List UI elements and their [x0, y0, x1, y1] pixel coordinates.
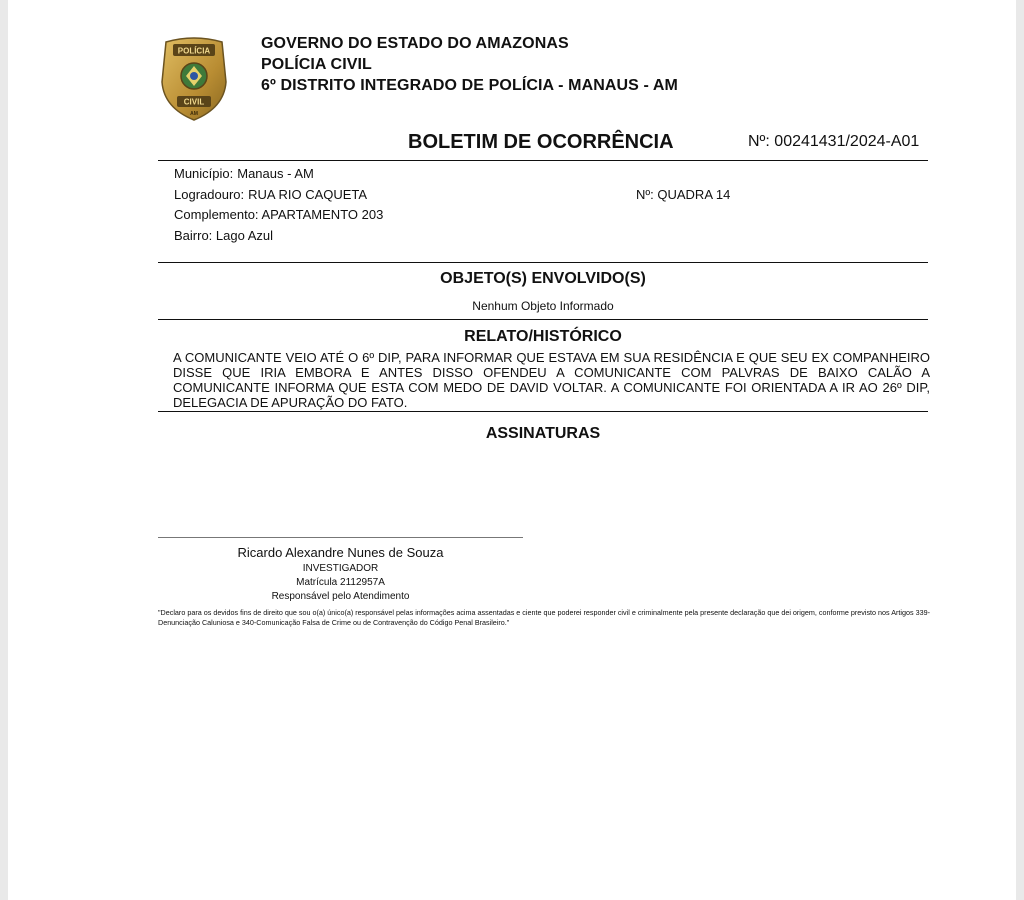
field-logradouro	[174, 187, 367, 202]
complemento-label: Complemento:	[174, 207, 259, 222]
complemento-value: APARTAMENTO 203	[261, 207, 384, 222]
signer-matricula: Matrícula 2112957A	[296, 577, 385, 588]
bairro-value: Lago Azul	[215, 228, 274, 243]
field-bairro	[174, 228, 273, 243]
divider	[158, 262, 928, 263]
logradouro-value: RUA RIO CAQUETA	[248, 187, 368, 202]
signer-responsible: Responsável pelo Atendimento	[271, 591, 410, 602]
signature-line	[158, 537, 523, 538]
relato-title: RELATO/HISTÓRICO	[464, 328, 622, 345]
declaration-text: "Declaro para os devidos fins de direito que sou o(a) único(a) responsável pelas informações acima assentadas e ciente que poderei responder civil e criminalmente pela presente declaração que dei origem, conforme previsto nos Artigos 339-Denunciação Caluniosa e 340-Comunicação Falsa de Crime ou de Contravenção do Código Penal Brasileiro."	[158, 608, 930, 627]
municipio-label: Município:	[174, 166, 234, 181]
objects-text: Nenhum Objeto Informado	[472, 299, 614, 313]
document-page	[8, 0, 1016, 900]
field-complemento	[174, 207, 383, 222]
field-municipio	[174, 166, 314, 181]
objects-title: OBJETO(S) ENVOLVIDO(S)	[440, 270, 646, 287]
logradouro-label: Logradouro:	[174, 187, 245, 202]
relato-text: A COMUNICANTE VEIO ATÉ O 6º DIP, PARA INFORMAR QUE ESTAVA EM SUA RESIDÊNCIA E QUE SEU EX COMPANHEIRO DISSE QUE IRIA EMBORA E ANTES DISSO OFENDEU A COMUNICANTE COM PALVRAS DE BAIXO CALÃO A COMUNICANTE INFORMA QUE ESTA COM MEDO DE DAVID VOLTAR. A COMUNICANTE FOI ORIENTADA A IR AO 26º DIP, DELEGACIA DE APURAÇÃO DO FATO.	[173, 350, 930, 410]
divider	[158, 411, 928, 412]
divider	[158, 160, 928, 161]
header-district: 6º DISTRITO INTEGRADO DE POLÍCIA - MANAUS - AM	[261, 77, 678, 94]
police-badge-icon	[160, 36, 228, 122]
badge-top-text: POLÍCIA	[177, 46, 211, 56]
bairro-label: Bairro:	[174, 228, 213, 243]
badge-state-text: AM	[190, 111, 198, 117]
divider	[158, 319, 928, 320]
document-title: BOLETIM DE OCORRÊNCIA	[408, 131, 674, 153]
signer-name: Ricardo Alexandre Nunes de Souza	[237, 545, 444, 560]
signatures-title: ASSINATURAS	[485, 425, 601, 442]
numero-value: QUADRA 14	[657, 187, 731, 202]
header-police: POLÍCIA CIVIL	[261, 56, 372, 73]
numero-label: Nº:	[636, 187, 654, 202]
badge-bottom-text: CIVIL	[183, 97, 205, 107]
document-number: Nº: 00241431/2024-A01	[748, 133, 920, 150]
header-government: GOVERNO DO ESTADO DO AMAZONAS	[261, 35, 569, 52]
field-numero	[636, 187, 730, 202]
municipio-value: Manaus - AM	[237, 166, 314, 181]
signer-role: INVESTIGADOR	[302, 563, 379, 574]
